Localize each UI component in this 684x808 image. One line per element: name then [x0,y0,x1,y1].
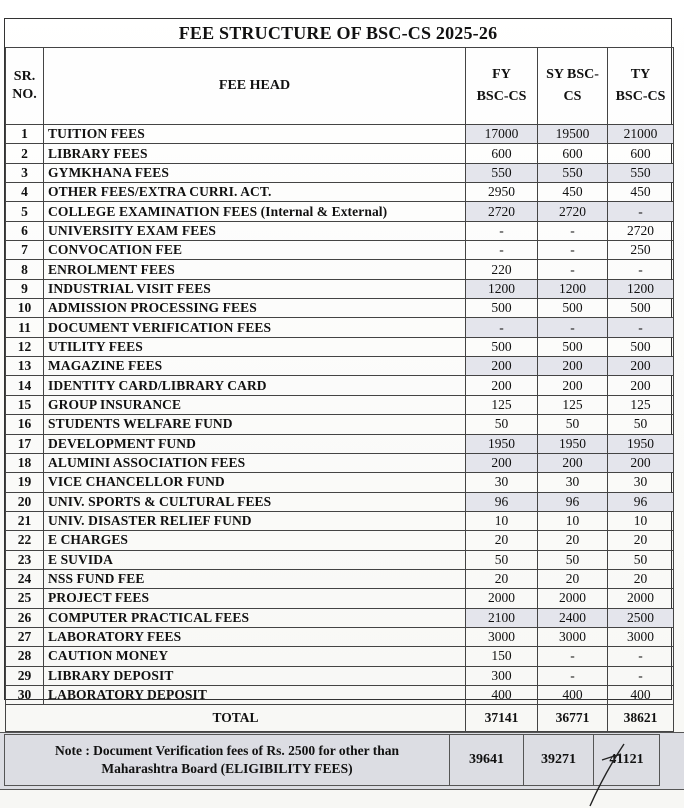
row-ty-amount: 450 [608,183,674,202]
row-sr-no: 13 [6,357,44,376]
note-fy: 39641 [450,735,524,786]
row-fy-amount: 150 [466,647,538,666]
row-ty-amount: 20 [608,569,674,588]
row-sy-amount: - [538,260,608,279]
table-header-row [6,48,674,125]
row-fy-amount: 500 [466,337,538,356]
pen-mark-icon [588,738,628,808]
row-fy-amount: - [466,241,538,260]
total-ty: 38621 [608,705,674,732]
row-fee-head: GROUP INSURANCE [44,395,466,414]
table-row [6,511,674,530]
row-ty-amount: 10 [608,511,674,530]
row-ty-amount: - [608,666,674,685]
row-fy-amount: 2100 [466,608,538,627]
row-sy-amount: 200 [538,453,608,472]
row-ty-amount: 1200 [608,279,674,298]
row-fee-head: INDUSTRIAL VISIT FEES [44,279,466,298]
table-row [6,453,674,472]
row-sy-amount: 20 [538,531,608,550]
table-row [6,647,674,666]
row-fee-head: VICE CHANCELLOR FUND [44,473,466,492]
row-ty-amount: 96 [608,492,674,511]
table-row [6,163,674,182]
row-fy-amount: 50 [466,550,538,569]
row-sy-amount: 200 [538,376,608,395]
row-sr-no: 15 [6,395,44,414]
total-fy: 37141 [466,705,538,732]
row-sr-no: 25 [6,589,44,608]
row-sy-amount: 19500 [538,125,608,144]
row-fee-head: TUITION FEES [44,125,466,144]
row-ty-amount: 3000 [608,627,674,646]
row-sr-no: 6 [6,221,44,240]
row-fy-amount: 17000 [466,125,538,144]
row-ty-amount: 2720 [608,221,674,240]
fee-table-body [6,125,674,705]
table-row [6,357,674,376]
row-sy-amount: 20 [538,569,608,588]
row-sr-no: 22 [6,531,44,550]
row-fy-amount: 96 [466,492,538,511]
row-ty-amount: 500 [608,299,674,318]
table-row [6,434,674,453]
table-row [6,202,674,221]
table-row [6,279,674,298]
header-ty: TY BSC-CS [608,48,674,125]
row-sr-no: 19 [6,473,44,492]
table-row [6,260,674,279]
row-fy-amount: 1200 [466,279,538,298]
row-sy-amount: 125 [538,395,608,414]
row-fy-amount: 300 [466,666,538,685]
row-ty-amount: 50 [608,415,674,434]
row-sy-amount: 500 [538,337,608,356]
row-fee-head: IDENTITY CARD/LIBRARY CARD [44,376,466,395]
row-sr-no: 26 [6,608,44,627]
row-fy-amount: 500 [466,299,538,318]
row-sy-amount: 1200 [538,279,608,298]
header-fee-head: FEE HEAD [44,48,466,125]
row-ty-amount: 200 [608,453,674,472]
row-ty-amount: 1950 [608,434,674,453]
row-fy-amount: 400 [466,685,538,704]
row-fee-head: COMPUTER PRACTICAL FEES [44,608,466,627]
row-ty-amount: 600 [608,144,674,163]
row-sy-amount: 500 [538,299,608,318]
row-ty-amount: 20 [608,531,674,550]
row-ty-amount: 500 [608,337,674,356]
row-fy-amount: 200 [466,453,538,472]
row-sy-amount: - [538,318,608,337]
table-row [6,492,674,511]
row-fee-head: LABORATORY DEPOSIT [44,685,466,704]
row-sy-amount: 2400 [538,608,608,627]
total-sy: 36771 [538,705,608,732]
row-ty-amount: - [608,202,674,221]
row-ty-amount: 50 [608,550,674,569]
row-sr-no: 2 [6,144,44,163]
row-sr-no: 20 [6,492,44,511]
row-ty-amount: 250 [608,241,674,260]
note-ty: 41121 [594,735,660,786]
row-sy-amount: 96 [538,492,608,511]
row-sr-no: 7 [6,241,44,260]
row-sy-amount: 200 [538,357,608,376]
row-fee-head: NSS FUND FEE [44,569,466,588]
header-sr-no: SR. NO. [6,48,44,125]
row-sr-no: 12 [6,337,44,356]
row-sr-no: 8 [6,260,44,279]
row-sr-no: 9 [6,279,44,298]
row-fee-head: UTILITY FEES [44,337,466,356]
row-fy-amount: 3000 [466,627,538,646]
row-fee-head: UNIVERSITY EXAM FEES [44,221,466,240]
table-row [6,685,674,704]
row-ty-amount: 400 [608,685,674,704]
row-sy-amount: 2000 [538,589,608,608]
row-sr-no: 29 [6,666,44,685]
row-sr-no: 28 [6,647,44,666]
row-fy-amount: 50 [466,415,538,434]
row-sr-no: 23 [6,550,44,569]
row-fy-amount: 600 [466,144,538,163]
row-fee-head: PROJECT FEES [44,589,466,608]
row-fee-head: LABORATORY FEES [44,627,466,646]
row-fy-amount: 20 [466,569,538,588]
table-row [6,241,674,260]
row-ty-amount: 125 [608,395,674,414]
row-ty-amount: - [608,647,674,666]
fee-table [5,47,674,732]
row-ty-amount: 30 [608,473,674,492]
row-ty-amount: 550 [608,163,674,182]
row-fy-amount: 200 [466,357,538,376]
row-ty-amount: 200 [608,376,674,395]
row-fy-amount: 10 [466,511,538,530]
table-row [6,550,674,569]
row-fy-amount: 550 [466,163,538,182]
row-fee-head: DOCUMENT VERIFICATION FEES [44,318,466,337]
table-row [6,473,674,492]
row-fy-amount: 1950 [466,434,538,453]
table-row [6,589,674,608]
fee-structure-frame [4,18,672,726]
total-row [6,705,674,732]
row-sy-amount: 2720 [538,202,608,221]
row-fee-head: COLLEGE EXAMINATION FEES (Internal & External) [44,202,466,221]
row-fy-amount: 200 [466,376,538,395]
row-sr-no: 27 [6,627,44,646]
row-sy-amount: 1950 [538,434,608,453]
row-fy-amount: - [466,318,538,337]
row-sy-amount: 30 [538,473,608,492]
row-sr-no: 11 [6,318,44,337]
row-sr-no: 5 [6,202,44,221]
row-fy-amount: 125 [466,395,538,414]
row-fee-head: ENROLMENT FEES [44,260,466,279]
row-sy-amount: 50 [538,415,608,434]
row-sy-amount: 10 [538,511,608,530]
row-fee-head: E SUVIDA [44,550,466,569]
row-sy-amount: 550 [538,163,608,182]
table-row [6,569,674,588]
row-sr-no: 4 [6,183,44,202]
table-row [6,318,674,337]
row-ty-amount: 21000 [608,125,674,144]
table-row [6,337,674,356]
row-fee-head: GYMKHANA FEES [44,163,466,182]
row-fee-head: UNIV. DISASTER RELIEF FUND [44,511,466,530]
row-fee-head: UNIV. SPORTS & CULTURAL FEES [44,492,466,511]
row-sy-amount: 450 [538,183,608,202]
row-fy-amount: 2720 [466,202,538,221]
row-fy-amount: 2000 [466,589,538,608]
row-sy-amount: - [538,241,608,260]
row-fee-head: LIBRARY FEES [44,144,466,163]
row-sy-amount: - [538,666,608,685]
row-fee-head: DEVELOPMENT FUND [44,434,466,453]
row-sr-no: 24 [6,569,44,588]
table-row [6,395,674,414]
note-row [5,735,660,786]
row-fee-head: MAGAZINE FEES [44,357,466,376]
row-sr-no: 3 [6,163,44,182]
row-sy-amount: 400 [538,685,608,704]
row-fee-head: STUDENTS WELFARE FUND [44,415,466,434]
row-fee-head: LIBRARY DEPOSIT [44,666,466,685]
row-fy-amount: 30 [466,473,538,492]
row-sr-no: 10 [6,299,44,318]
row-sy-amount: 3000 [538,627,608,646]
total-label: TOTAL [6,705,466,732]
row-sr-no: 1 [6,125,44,144]
row-fee-head: E CHARGES [44,531,466,550]
row-sr-no: 30 [6,685,44,704]
row-sr-no: 21 [6,511,44,530]
row-ty-amount: - [608,260,674,279]
row-fy-amount: 220 [466,260,538,279]
row-sr-no: 17 [6,434,44,453]
row-ty-amount: - [608,318,674,337]
row-ty-amount: 2500 [608,608,674,627]
table-row [6,666,674,685]
table-row [6,299,674,318]
note-sy: 39271 [524,735,594,786]
table-row [6,531,674,550]
table-row [6,183,674,202]
row-sr-no: 18 [6,453,44,472]
header-sy: SY BSC- CS [538,48,608,125]
row-sy-amount: - [538,647,608,666]
note-text: Note : Document Verification fees of Rs. 2500 for other than Maharashtra Board (ELIGIBILITY FEES) [5,735,450,786]
row-fee-head: ALUMINI ASSOCIATION FEES [44,453,466,472]
row-ty-amount: 200 [608,357,674,376]
table-row [6,221,674,240]
row-fy-amount: 2950 [466,183,538,202]
row-fy-amount: 20 [466,531,538,550]
row-sy-amount: - [538,221,608,240]
table-row [6,627,674,646]
table-row [6,415,674,434]
header-fy: FY BSC-CS [466,48,538,125]
row-sr-no: 14 [6,376,44,395]
table-row [6,376,674,395]
row-fy-amount: - [466,221,538,240]
table-row [6,608,674,627]
row-fee-head: CONVOCATION FEE [44,241,466,260]
note-table [4,734,660,786]
page-title: FEE STRUCTURE OF BSC-CS 2025-26 [5,19,671,48]
row-sr-no: 16 [6,415,44,434]
row-fee-head: CAUTION MONEY [44,647,466,666]
table-row [6,144,674,163]
row-sy-amount: 600 [538,144,608,163]
table-row [6,125,674,144]
row-fee-head: ADMISSION PROCESSING FEES [44,299,466,318]
row-sy-amount: 50 [538,550,608,569]
row-fee-head: OTHER FEES/EXTRA CURRI. ACT. [44,183,466,202]
row-ty-amount: 2000 [608,589,674,608]
